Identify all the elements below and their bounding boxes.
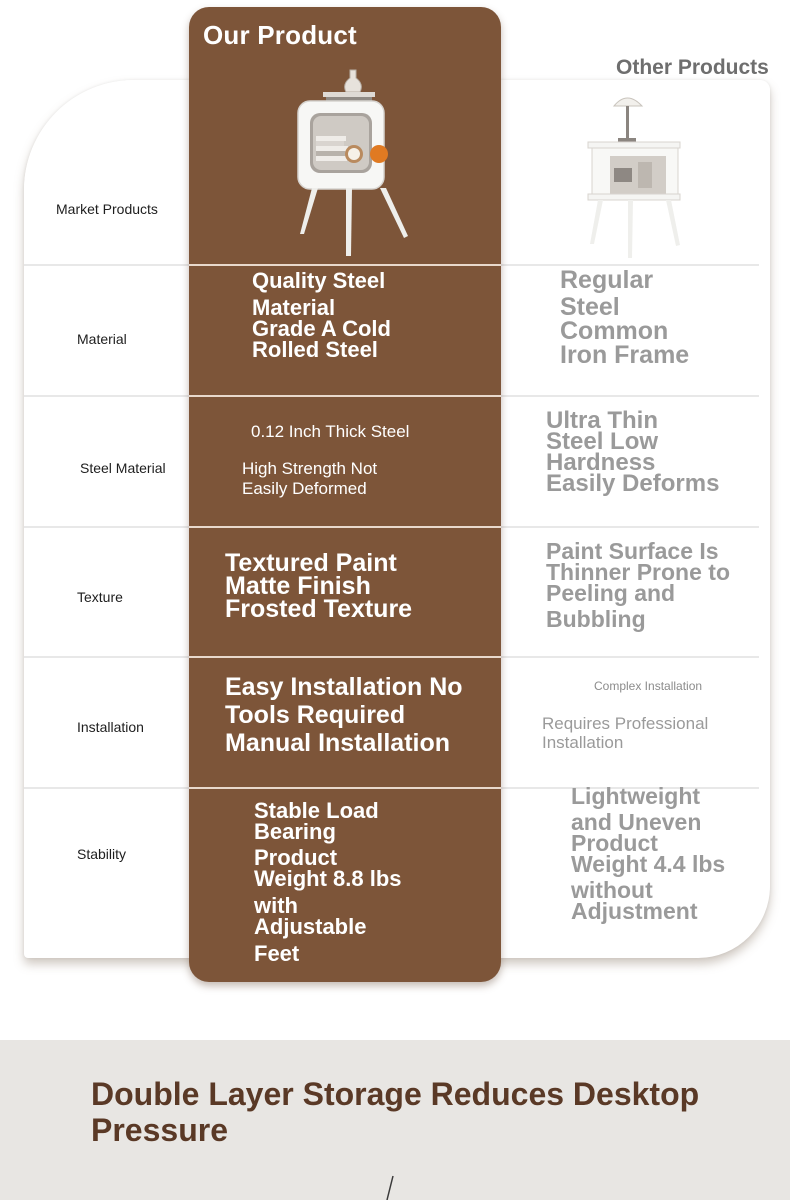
text-line: Hardness <box>546 449 656 476</box>
text-line: Common <box>560 317 669 345</box>
row-label-stability: Stability <box>77 846 127 862</box>
text-line: and Uneven <box>571 809 702 835</box>
other-steel-material-text <box>546 407 720 497</box>
text-line: Material <box>252 295 336 320</box>
row-divider <box>189 264 501 266</box>
text-line: Feet <box>254 941 300 966</box>
row-divider <box>24 787 189 789</box>
row-divider <box>189 395 501 397</box>
text-line: Grade A Cold <box>252 316 391 341</box>
row-divider <box>501 526 759 528</box>
row-divider <box>24 264 189 266</box>
text-line: Easily Deformed <box>242 479 367 498</box>
text-line: Weight 8.8 lbs <box>254 866 402 891</box>
text-line: Adjustable <box>254 914 367 939</box>
text-line: Ultra Thin <box>546 407 658 434</box>
text-line: Bearing <box>254 819 336 844</box>
text-line: Steel Low <box>546 428 659 455</box>
text-line: Rolled Steel <box>252 337 378 362</box>
our-installation-text <box>225 673 463 757</box>
text-line: Manual Installation <box>225 729 451 757</box>
text-line: Lightweight <box>571 783 701 809</box>
text-line: Steel <box>560 293 620 321</box>
pen-stroke-graphic <box>383 1175 397 1200</box>
other-products-heading: Other Products <box>616 56 769 79</box>
text-line: Bubbling <box>546 606 646 632</box>
text-line: Weight 4.4 lbs <box>571 851 726 877</box>
our-product-heading: Our Product <box>203 20 357 50</box>
other-installation-text <box>542 714 708 752</box>
text-line: Product <box>254 845 338 870</box>
other-material-text <box>560 268 689 367</box>
row-label-market-products: Market Products <box>56 201 158 217</box>
row-divider <box>189 526 501 528</box>
text-line: Product <box>571 830 658 856</box>
text-line: Easily Deforms <box>546 470 720 497</box>
text-line: Stable Load <box>254 798 379 823</box>
row-label-texture: Texture <box>77 589 123 605</box>
row-divider <box>189 787 501 789</box>
text-line: Tools Required <box>225 701 406 729</box>
text-line: Regular <box>560 266 654 294</box>
our-steel-strength-text <box>242 459 377 499</box>
row-divider <box>24 395 189 397</box>
row-divider <box>189 656 501 658</box>
text-line: with <box>254 893 298 918</box>
text-line: Matte Finish <box>225 572 371 600</box>
row-divider <box>501 395 759 397</box>
row-divider <box>24 656 189 658</box>
text-line: Paint Surface Is <box>546 538 719 564</box>
text-line: Peeling and <box>546 580 676 606</box>
row-divider <box>501 656 759 658</box>
text-line: Adjustment <box>571 898 698 924</box>
other-product-image <box>580 88 690 260</box>
text-line: Easy Installation No <box>225 673 463 701</box>
row-label-material: Material <box>77 331 127 347</box>
our-material-text <box>252 270 391 360</box>
text-line: Installation <box>542 733 624 752</box>
our-texture-text <box>225 549 413 623</box>
other-texture-text <box>546 538 730 632</box>
our-stability-text <box>254 800 402 964</box>
our-product-image <box>290 66 420 258</box>
text-line: Thinner Prone to <box>546 559 730 585</box>
text-line: Quality Steel <box>252 268 386 293</box>
row-label-steel-material: Steel Material <box>80 460 166 476</box>
text-line: Iron Frame <box>560 341 690 369</box>
text-line: High Strength Not <box>242 459 378 478</box>
text-line: Frosted Texture <box>225 595 413 623</box>
text-line: Textured Paint <box>225 549 397 577</box>
text-line: Requires Professional <box>542 714 709 733</box>
feature-banner-title: Double Layer Storage Reduces Desktop Pressure <box>91 1076 700 1148</box>
other-stability-text <box>571 783 726 924</box>
row-label-installation: Installation <box>77 719 144 735</box>
our-steel-thickness-text: 0.12 Inch Thick Steel <box>251 422 410 441</box>
other-installation-heading: Complex Installation <box>594 679 703 693</box>
text-line: without <box>571 877 653 903</box>
row-divider <box>24 526 189 528</box>
